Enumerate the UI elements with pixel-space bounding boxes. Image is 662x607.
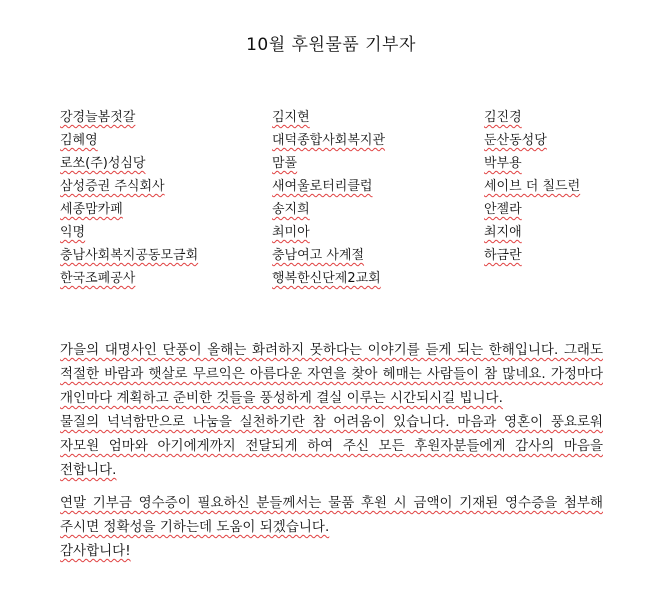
donor-name: 최미아 xyxy=(272,225,310,240)
donor-name: 송지희 xyxy=(272,202,310,217)
donor-name: 최지애 xyxy=(484,225,522,240)
message-paragraph: 연말 기부금 영수증이 필요하신 분들께서는 물품 후원 시 금액이 기재된 영수증을 첨부해 주시면 정확성을 기하는데 도움이 되겠습니다. xyxy=(60,495,603,535)
donor-name: 김지현 xyxy=(272,110,310,125)
donor-name: 행복한신단제2교회 xyxy=(272,271,381,286)
donor-name: 대덕종합사회복지관 xyxy=(272,133,386,148)
message-body xyxy=(60,338,603,563)
donor-name: 삼성증권 주식회사 xyxy=(60,179,165,194)
donor-name: 한국조폐공사 xyxy=(60,271,136,286)
donor-row xyxy=(60,133,620,156)
donor-name: 안젤라 xyxy=(484,202,522,217)
donor-name: 익명 xyxy=(60,225,86,240)
donor-row xyxy=(60,202,620,225)
donor-name: 충남사회복지공동모금회 xyxy=(60,248,199,263)
donor-row xyxy=(60,110,620,133)
donor-row xyxy=(60,179,620,202)
donor-row xyxy=(60,248,620,271)
donor-name: 맘풀 xyxy=(272,156,298,171)
donor-name: 김혜영 xyxy=(60,133,98,148)
donor-name: 강경늘봄젓갈 xyxy=(60,110,136,125)
donor-name: 김진경 xyxy=(484,110,522,125)
donor-name: 둔산동성당 xyxy=(484,133,547,148)
donor-name: 로쏘(주)성심당 xyxy=(60,156,146,171)
donor-row xyxy=(60,156,620,179)
donor-row xyxy=(60,225,620,248)
donor-name: 세종맘카페 xyxy=(60,202,123,217)
donor-name: 충남여고 사계절 xyxy=(272,248,365,263)
message-paragraph: 물질의 넉넉함만으로 나눔을 실천하기란 참 어려움이 있습니다. 마음과 영혼이 풍요로워 자모원 엄마와 아기에게까지 전달되게 하여 주신 모든 후원자분들에게 감사의 마음을 전합니다. xyxy=(60,414,603,478)
document-title: 10월 후원물품 기부자 xyxy=(246,35,416,55)
donor-list xyxy=(60,110,620,294)
closing-line: 감사합니다! xyxy=(60,543,131,559)
donor-name: 박부용 xyxy=(484,156,522,171)
donor-name: 새여울로터리클럽 xyxy=(272,179,373,194)
donor-row xyxy=(60,271,620,294)
message-paragraph: 가을의 대명사인 단풍이 올해는 화려하지 못하다는 이야기를 듣게 되는 한해입니다. 그래도 적절한 바람과 햇살로 무르익은 아름다운 자연을 찾아 헤매는 사람들이 참 많네요. 가정마다 개인마다 계획하고 준비한 것들을 풍성하게 결실 이루는 시간되시길 빕니다. xyxy=(60,342,603,406)
donor-name: 세이브 더 칠드런 xyxy=(484,179,581,194)
donor-name: 하금란 xyxy=(484,248,522,263)
